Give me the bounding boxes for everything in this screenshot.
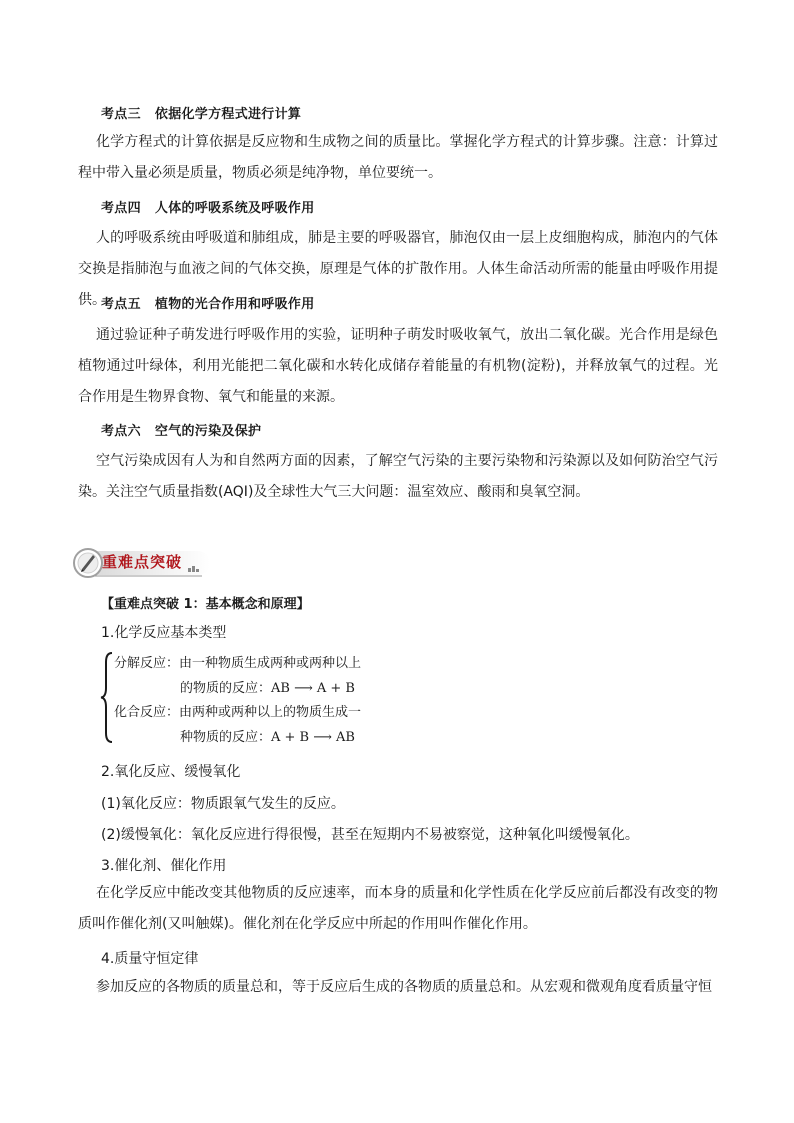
section-title: 空气的污染及保护 xyxy=(154,424,262,439)
item-reaction-types: 1.化学反应基本类型 xyxy=(101,625,227,641)
section-heading-6 xyxy=(101,420,261,439)
section-heading-3 xyxy=(101,103,301,122)
reaction-types-diagram xyxy=(100,650,420,745)
decomposition-line-1: 分解反应：由一种物质生成两种或两种以上 xyxy=(114,656,362,671)
curly-brace-icon xyxy=(100,650,114,745)
section-label: 考点六 xyxy=(101,424,141,439)
section-title: 植物的光合作用和呼吸作用 xyxy=(154,297,315,312)
item-oxidation-definition: (1)氧化反应：物质跟氧气发生的反应。 xyxy=(101,796,345,812)
section-label: 考点三 xyxy=(101,107,141,122)
section-paragraph-4: 人的呼吸系统由呼吸道和肺组成，肺是主要的呼吸器官，肺泡仅由一层上皮细胞构成，肺泡内的气体交换是指肺泡与血液之间的气体交换，原理是气体的扩散作用。人体生命活动所需的能量由呼吸作用提供。 xyxy=(78,230,718,308)
combination-line-1: 化合反应：由两种或两种以上的物质生成一 xyxy=(114,705,362,720)
item-slow-oxidation-definition: (2)缓慢氧化：氧化反应进行得很慢，甚至在短期内不易被察觉，这种氧化叫缓慢氧化。 xyxy=(101,827,639,843)
section-title: 依据化学方程式进行计算 xyxy=(154,107,302,122)
subsection-heading: 【重难点突破 1：基本概念和原理】 xyxy=(101,597,310,612)
section-paragraph-5: 通过验证种子萌发进行呼吸作用的实验，证明种子萌发时吸收氧气，放出二氧化碳。光合作用是绿色植物通过叶绿体，利用光能把二氧化碳和水转化成储存着能量的有机物(淀粉)，并释放氧气的过程。光合作用是生物界食物、氧气和能量的来源。 xyxy=(78,327,718,405)
section-paragraph-3: 化学方程式的计算依据是反应物和生成物之间的质量比。掌握化学方程式的计算步骤。注意：计算过程中带入量必须是质量，物质必须是纯净物，单位要统一。 xyxy=(78,134,718,181)
section-label: 考点四 xyxy=(101,201,141,216)
banner-title: 重难点突破 xyxy=(102,553,183,571)
combination-line-2: 种物质的反应：A + B ⟶ AB xyxy=(180,730,355,745)
item-conservation-of-mass: 4.质量守恒定律 xyxy=(101,951,199,967)
section-heading-4 xyxy=(101,197,315,216)
decomposition-line-2: 的物质的反应：AB ⟶ A + B xyxy=(180,681,355,696)
section-title: 人体的呼吸系统及呼吸作用 xyxy=(154,201,315,216)
section-paragraph-6: 空气污染成因有人为和自然两方面的因素，了解空气污染的主要污染物和污染源以及如何防治空气污染。关注空气质量指数(AQI)及全球性大气三大问题：温室效应、酸雨和臭氧空洞。 xyxy=(78,453,718,500)
key-points-banner xyxy=(72,547,212,579)
section-heading-5 xyxy=(101,293,315,312)
section-label: 考点五 xyxy=(101,297,141,312)
catalyst-paragraph: 在化学反应中能改变其他物质的反应速率，而本身的质量和化学性质在化学反应前后都没有改变的物质叫作催化剂(又叫触媒)。催化剂在化学反应中所起的作用叫作催化作用。 xyxy=(78,885,718,932)
conservation-paragraph: 参加反应的各物质的质量总和，等于反应后生成的各物质的质量总和。从宏观和微观角度看质量守恒 xyxy=(96,979,712,995)
item-catalyst: 3.催化剂、催化作用 xyxy=(101,858,227,874)
item-oxidation: 2.氧化反应、缓慢氧化 xyxy=(101,764,241,780)
